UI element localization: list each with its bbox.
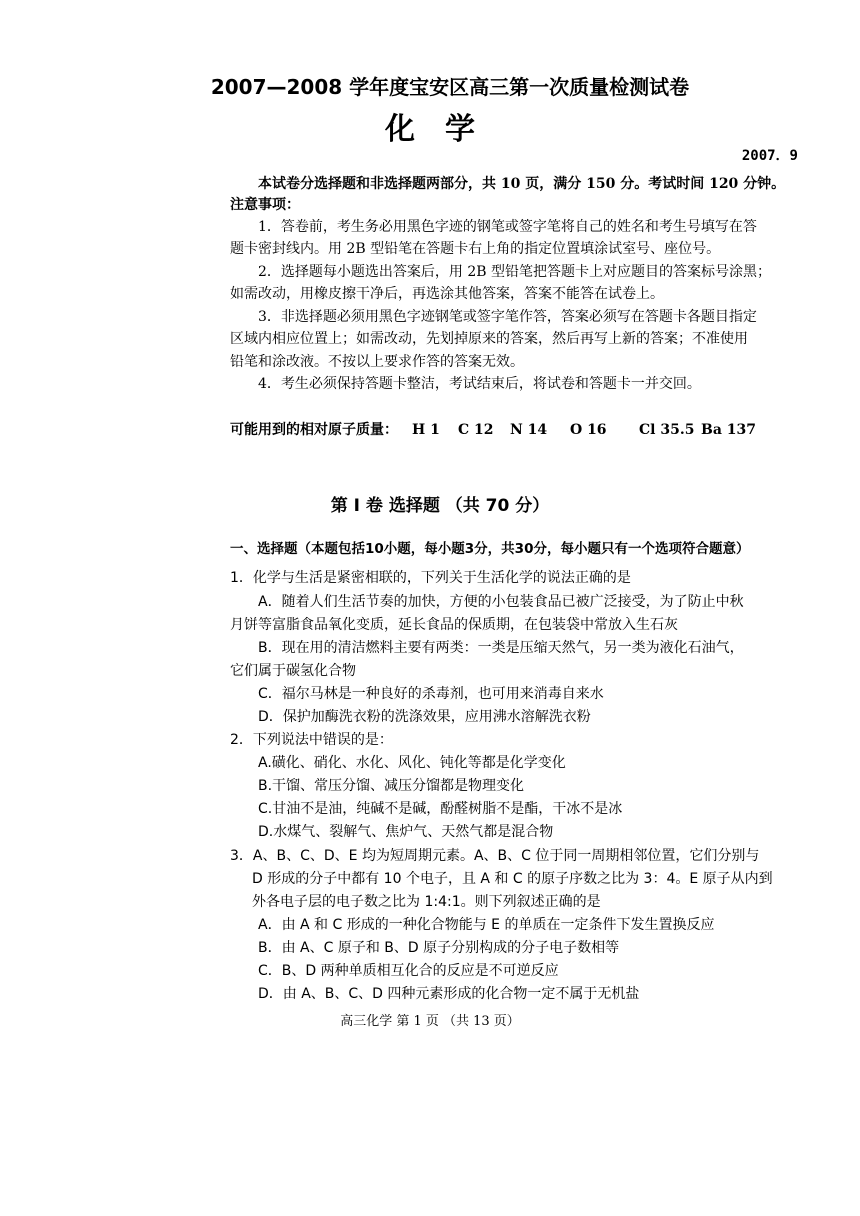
atomic-mass-item: Ba 137 bbox=[701, 422, 757, 438]
atomic-mass-item: Cl 35.5 bbox=[639, 422, 695, 438]
exam-title: 2007—2008 学年度宝安区高三第一次质量检测试卷 bbox=[210, 75, 690, 99]
notice-line: 铅笔和涂改液。不按以上要求作答的答案无效。 bbox=[230, 354, 524, 370]
exam-date: 2007．9 bbox=[741, 148, 798, 164]
atomic-mass-item: C 12 bbox=[458, 422, 494, 438]
question-option: A.磺化、硝化、水化、风化、钝化等都是化学变化 bbox=[258, 755, 566, 771]
question-option: 月饼等富脂食品氧化变质，延长食品的保质期，在包装袋中常放入生石灰 bbox=[230, 617, 678, 633]
question-stem: 2．下列说法中错误的是： bbox=[230, 732, 393, 748]
question-option: B．现在用的清洁燃料主要有两类：一类是压缩天然气，另一类为液化石油气， bbox=[258, 640, 744, 656]
question-option: B．由 A、C 原子和 B、D 原子分别构成的分子电子数相等 bbox=[258, 940, 620, 956]
question-stem: 1．化学与生活是紧密相联的，下列关于生活化学的说法正确的是 bbox=[230, 570, 631, 586]
question-option: C．福尔马林是一种良好的杀毒剂，也可用来消毒自来水 bbox=[258, 686, 604, 702]
notice-heading: 注意事项： bbox=[230, 197, 300, 213]
notice-line: 4．考生必须保持答题卡整洁，考试结束后，将试卷和答题卡一并交回。 bbox=[258, 376, 701, 392]
notice-line: 如需改动，用橡皮擦干净后，再选涂其他答案，答案不能答在试卷上。 bbox=[230, 286, 664, 302]
section-title: 第 Ⅰ 卷 选择题 （共 70 分） bbox=[330, 496, 550, 516]
part-heading: 一、选择题（本题包括10小题，每小题3分，共30分，每小题只有一个选项符合题意） bbox=[230, 541, 750, 557]
question-stem: 3．A、B、C、D、E 均为短周期元素。A、B、C 位于同一周期相邻位置，它们分别与 bbox=[230, 848, 760, 864]
question-option: 它们属于碳氢化合物 bbox=[230, 663, 356, 679]
notice-line: 1．答卷前，考生务必用黑色字迹的钢笔或签字笔将自己的姓名和考生号填写在答 bbox=[258, 219, 757, 235]
page-footer: 高三化学 第 1 页 （共 13 页） bbox=[340, 1014, 520, 1029]
atomic-mass-item: O 16 bbox=[570, 422, 607, 438]
question-option: D．由 A、B、C、D 四种元素形成的化合物一定不属于无机盐 bbox=[258, 986, 640, 1002]
question-option: C．B、D 两种单质相互化合的反应是不可逆反应 bbox=[258, 963, 559, 979]
atomic-mass-item: H 1 bbox=[412, 422, 440, 438]
question-option: B.干馏、常压分馏、减压分馏都是物理变化 bbox=[258, 778, 525, 794]
atomic-mass-label: 可能用到的相对原子质量： bbox=[230, 422, 398, 438]
question-option: C.甘油不是油，纯碱不是碱，酚醛树脂不是酯，干冰不是冰 bbox=[258, 801, 623, 817]
notice-line: 区域内相应位置上；如需改动，先划掉原来的答案，然后再写上新的答案；不准使用 bbox=[230, 331, 748, 347]
notice-line: 3．非选择题必须用黑色字迹钢笔或签字笔作答，答案必须写在答题卡各题目指定 bbox=[258, 309, 757, 325]
question-option: D.水煤气、裂解气、焦炉气、天然气都是混合物 bbox=[258, 824, 554, 840]
notice-line: 题卡密封线内。用 2B 型铅笔在答题卡右上角的指定位置填涂试室号、座位号。 bbox=[230, 241, 721, 257]
atomic-mass-item: N 14 bbox=[510, 422, 548, 438]
question-stem: D 形成的分子中都有 10 个电子，且 A 和 C 的原子序数之比为 3：4。E 原子从内到 bbox=[252, 871, 773, 887]
question-option: D．保护加酶洗衣粉的洗涤效果，应用沸水溶解洗衣粉 bbox=[258, 709, 591, 725]
question-option: A．由 A 和 C 形成的一种化合物能与 E 的单质在一定条件下发生置换反应 bbox=[258, 917, 715, 933]
question-stem: 外各电子层的电子数之比为 1:4:1。则下列叙述正确的是 bbox=[252, 894, 601, 910]
notice-line: 2．选择题每小题选出答案后，用 2B 型铅笔把答题卡上对应题目的答案标号涂黑； bbox=[258, 264, 772, 280]
subject-title: 化学 bbox=[385, 112, 505, 147]
question-option: A．随着人们生活节奏的加快，方便的小包装食品已被广泛接受，为了防止中秋 bbox=[258, 594, 744, 610]
intro-text: 本试卷分选择题和非选择题两部分，共 10 页，满分 150 分。考试时间 120 分钟。 bbox=[258, 176, 786, 192]
